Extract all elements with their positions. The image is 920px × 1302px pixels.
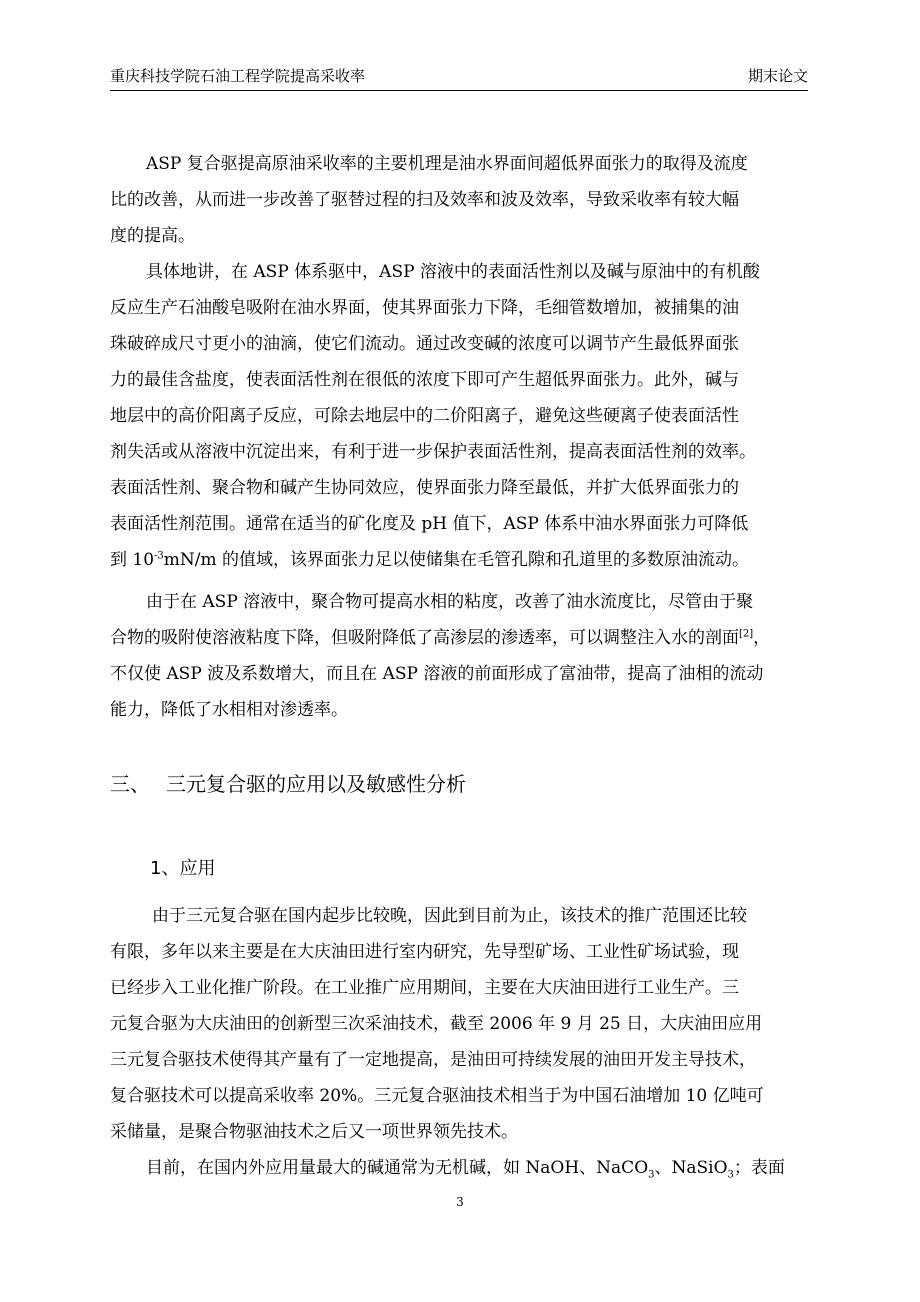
paragraph-line: 比的改善，从而进一步改善了驱替过程的扫及效率和波及效率，导致采收率有较大幅 xyxy=(110,190,739,210)
superscript-exponent: -3 xyxy=(154,550,164,562)
subscript: 3 xyxy=(727,1169,734,1181)
paragraph-line: 已经步入工业化推广阶段。在工业推广应用期间，主要在大庆油田进行工业生产。三 xyxy=(110,978,739,998)
paragraph-line: ASP 复合驱提高原油采收率的主要机理是油水界面间超低界面张力的取得及流度 xyxy=(146,154,748,174)
paragraph-line: 地层中的高价阳离子反应，可除去地层中的二价阳离子，避免这些硬离子使表面活性 xyxy=(110,406,739,426)
header-doc-type: 期末论文 xyxy=(747,67,808,85)
paragraph-line: 不仅使 ASP 波及系数增大，而且在 ASP 溶液的前面形成了富油带，提高了油相的流动 xyxy=(110,664,764,684)
paragraph-line: 具体地讲，在 ASP 体系驱中，ASP 溶液中的表面活性剂以及碱与原油中的有机酸 xyxy=(146,262,760,282)
page-number: 3 xyxy=(456,1195,464,1209)
paragraph-line: 有限，多年以来主要是在大庆油田进行室内研究，先导型矿场、工业性矿场试验，现 xyxy=(110,942,739,962)
header-title: 重庆科技学院石油工程学院提高采收率 xyxy=(110,67,366,85)
paragraph-line: 表面活性剂范围。通常在适当的矿化度及 pH 值下，ASP 体系中油水界面张力可降低 xyxy=(110,514,749,534)
paragraph-line: 力的最佳含盐度，使表面活性剂在很低的浓度下即可产生超低界面张力。此外，碱与 xyxy=(110,370,739,390)
paragraph-line: 珠破碎成尺寸更小的油滴，使它们流动。通过改变碱的浓度可以调节产生最低界面张 xyxy=(110,334,739,354)
paragraph-line: 剂失活或从溶液中沉淀出来，有利于进一步保护表面活性剂，提高表面活性剂的效率。 xyxy=(110,442,756,462)
paragraph-line: 采储量，是聚合物驱油技术之后又一项世界领先技术。 xyxy=(110,1122,518,1142)
line-text: 目前，在国内外应用量最大的碱通常为无机碱，如 NaOH、NaCO xyxy=(146,1158,649,1178)
paragraph-line: 反应生产石油酸皂吸附在油水界面，使其界面张力下降，毛细管数增加，被捕集的油 xyxy=(110,298,739,318)
line-text: ， xyxy=(753,628,771,648)
line-text: 合物的吸附使溶液粘度下降，但吸附降低了高渗层的渗透率，可以调整注入水的剖面 xyxy=(110,628,739,648)
paragraph-line: 表面活性剂、聚合物和碱产生协同效应，使界面张力降至最低，并扩大低界面张力的 xyxy=(110,478,739,498)
line-text: 、NaSiO xyxy=(654,1158,728,1178)
paragraph-line: 能力，降低了水相相对渗透率。 xyxy=(110,700,348,720)
section-number: 三、 xyxy=(110,772,150,796)
paragraph-line xyxy=(110,626,770,650)
paragraph-line: 复合驱技术可以提高采收率 20%。三元复合驱油技术相当于为中国石油增加 10 亿吨可 xyxy=(110,1086,764,1106)
paragraph-line: 由于三元复合驱在国内起步比较晚，因此到目前为止，该技术的推广范围还比较 xyxy=(152,906,747,926)
paragraph-line: 由于在 ASP 溶液中，聚合物可提高水相的粘度，改善了油水流度比，尽管由于聚 xyxy=(146,592,754,612)
subsection-heading: 1、应用 xyxy=(150,858,216,879)
section-title: 三元复合驱的应用以及敏感性分析 xyxy=(166,772,466,796)
line-text: ；表面 xyxy=(733,1158,785,1178)
section-heading xyxy=(110,770,466,798)
citation-ref: [2] xyxy=(739,628,754,640)
page-header xyxy=(110,64,808,91)
paragraph-line xyxy=(146,1156,785,1180)
paragraph-line: 元复合驱为大庆油田的创新型三次采油技术，截至 2006 年 9 月 25 日，大庆油田应用 xyxy=(110,1014,763,1034)
paragraph-line: 度的提高。 xyxy=(110,226,195,246)
line-text: 到 10 xyxy=(110,550,155,570)
line-text: mN/m 的值域，该界面张力足以使储集在毛管孔隙和孔道里的多数原油流动。 xyxy=(163,550,750,570)
subscript: 3 xyxy=(648,1169,655,1181)
paragraph-line xyxy=(110,548,749,572)
paragraph-line: 三元复合驱技术使得其产量有了一定地提高，是油田可持续发展的油田开发主导技术， xyxy=(110,1050,756,1070)
